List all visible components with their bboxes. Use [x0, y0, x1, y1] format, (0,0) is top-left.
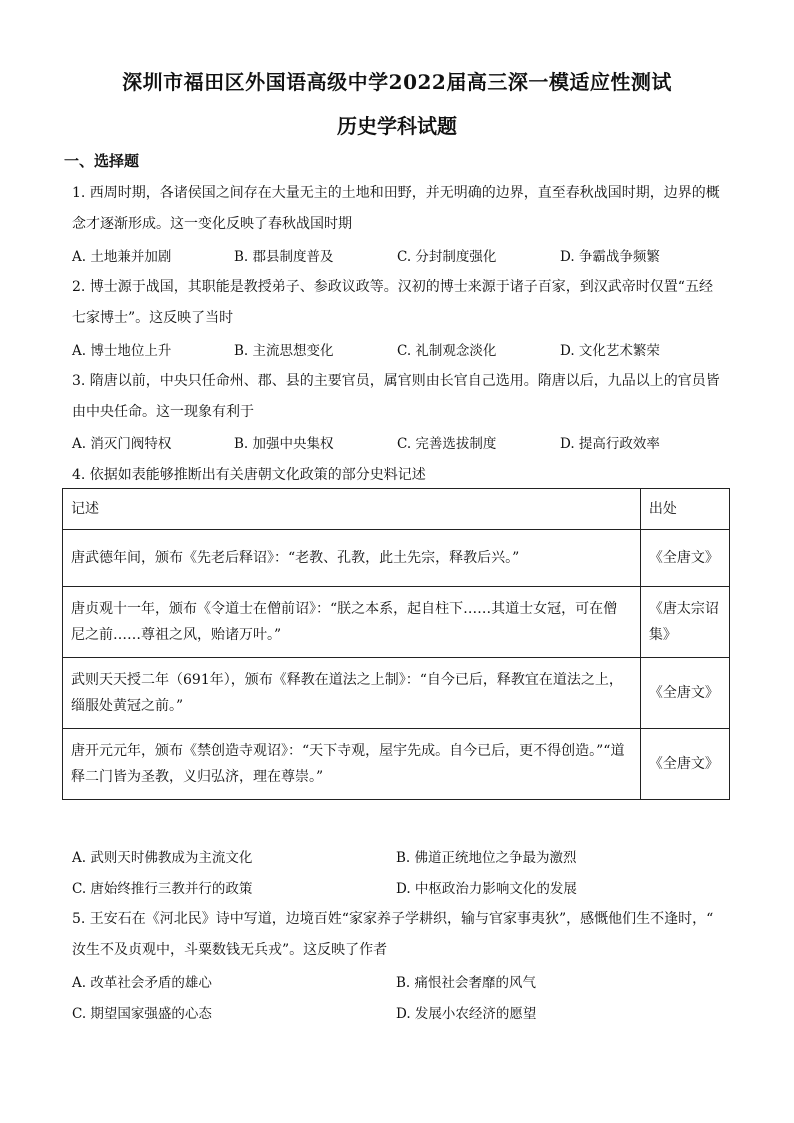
exam-subtitle: 历史学科试题 [337, 114, 457, 138]
table-cell-record: 武则天天授二年（691年），颁布《释教在道法之上制》：“自今已后，释教宜在道法之上， 缁服处黄冠之前。” [63, 658, 641, 729]
q2-stem-line1: 2. 博士源于战国，其职能是教授弟子、参政议政等。汉初的博士来源于诸子百家，到汉武帝时仅置“五经 [72, 279, 713, 295]
table-cell-record: 唐开元元年，颁布《禁创造寺观诏》：“天下寺观，屋宇先成。自今已后，更不得创造。”“道 释二门皆为圣教，义归弘济，理在尊崇。” [63, 729, 641, 800]
q4-stem: 4. 依据如表能够推断出有关唐朝文化政策的部分史料记述 [72, 467, 426, 483]
q4-option-b[interactable]: B. 佛道正统地位之争最为激烈 [396, 850, 577, 866]
q3-option-b[interactable]: B. 加强中央集权 [234, 436, 334, 452]
table-header-source: 出处 [640, 489, 729, 530]
table-cell-record: 唐武德年间，颁布《先老后释诏》：“老教、孔教，此土先宗，释教后兴。” [63, 530, 641, 587]
q5-option-d[interactable]: D. 发展小农经济的愿望 [396, 1006, 537, 1022]
q1-option-b[interactable]: B. 郡县制度普及 [234, 249, 334, 265]
q5-stem-line2: 汝生不及贞观中，斗粟数钱无兵戎”。这反映了作者 [72, 942, 388, 958]
q5-option-a[interactable]: A. 改革社会矛盾的雄心 [72, 975, 212, 991]
q1-option-c[interactable]: C. 分封制度强化 [397, 249, 497, 265]
q4-option-c[interactable]: C. 唐始终推行三教并行的政策 [72, 881, 253, 897]
q5-stem-line1: 5. 王安石在《河北民》诗中写道，边境百姓“家家养子学耕织，输与官家事夷狄”，感慨他们生不逢时，“ [72, 911, 714, 927]
q1-stem-line2: 念才逐渐形成。这一变化反映了春秋战国时期 [72, 216, 352, 232]
table-cell-source: 《唐太宗诏 集》 [640, 587, 729, 658]
table-row [63, 530, 730, 587]
q5-option-b[interactable]: B. 痛恨社会奢靡的风气 [396, 975, 537, 991]
q2-stem-line2: 七家博士”。这反映了当时 [72, 310, 234, 326]
table-row [63, 658, 730, 729]
q1-option-a[interactable]: A. 土地兼并加剧 [72, 249, 172, 265]
q3-option-a[interactable]: A. 消灭门阀特权 [72, 436, 172, 452]
source-table [62, 488, 730, 800]
q3-option-c[interactable]: C. 完善选拔制度 [397, 436, 497, 452]
table-row [63, 729, 730, 800]
q5-option-c[interactable]: C. 期望国家强盛的心态 [72, 1006, 212, 1022]
q3-stem-line1: 3. 隋唐以前，中央只任命州、郡、县的主要官员，属官则由长官自己选用。隋唐以后，九品以上的官员皆 [72, 373, 720, 389]
exam-title: 深圳市福田区外国语高级中学2022届高三深一模适应性测试 [122, 70, 672, 94]
q3-stem-line2: 由中央任命。这一现象有利于 [72, 404, 254, 420]
q1-stem-line1: 1. 西周时期，各诸侯国之间存在大量无主的土地和田野，并无明确的边界，直至春秋战国时期，边界的概 [72, 185, 720, 201]
table-header-row [63, 489, 730, 530]
table-row [63, 587, 730, 658]
table-header-record: 记述 [63, 489, 641, 530]
q2-option-b[interactable]: B. 主流思想变化 [234, 343, 334, 359]
table-cell-source: 《全唐文》 [640, 658, 729, 729]
table-cell-record: 唐贞观十一年，颁布《令道士在僧前诏》：“朕之本系，起自柱下……其道士女冠，可在僧 尼之前……尊祖之风，贻诸万叶。” [63, 587, 641, 658]
q2-option-c[interactable]: C. 礼制观念淡化 [397, 343, 497, 359]
table-cell-source: 《全唐文》 [640, 530, 729, 587]
q2-option-d[interactable]: D. 文化艺术繁荣 [560, 343, 660, 359]
q2-option-a[interactable]: A. 博士地位上升 [72, 343, 172, 359]
section-heading: 一、选择题 [64, 152, 140, 170]
q4-option-d[interactable]: D. 中枢政治力影响文化的发展 [396, 881, 577, 897]
table-cell-source: 《全唐文》 [640, 729, 729, 800]
q3-option-d[interactable]: D. 提高行政效率 [560, 436, 660, 452]
q4-option-a[interactable]: A. 武则天时佛教成为主流文化 [72, 850, 253, 866]
q1-option-d[interactable]: D. 争霸战争频繁 [560, 249, 660, 265]
